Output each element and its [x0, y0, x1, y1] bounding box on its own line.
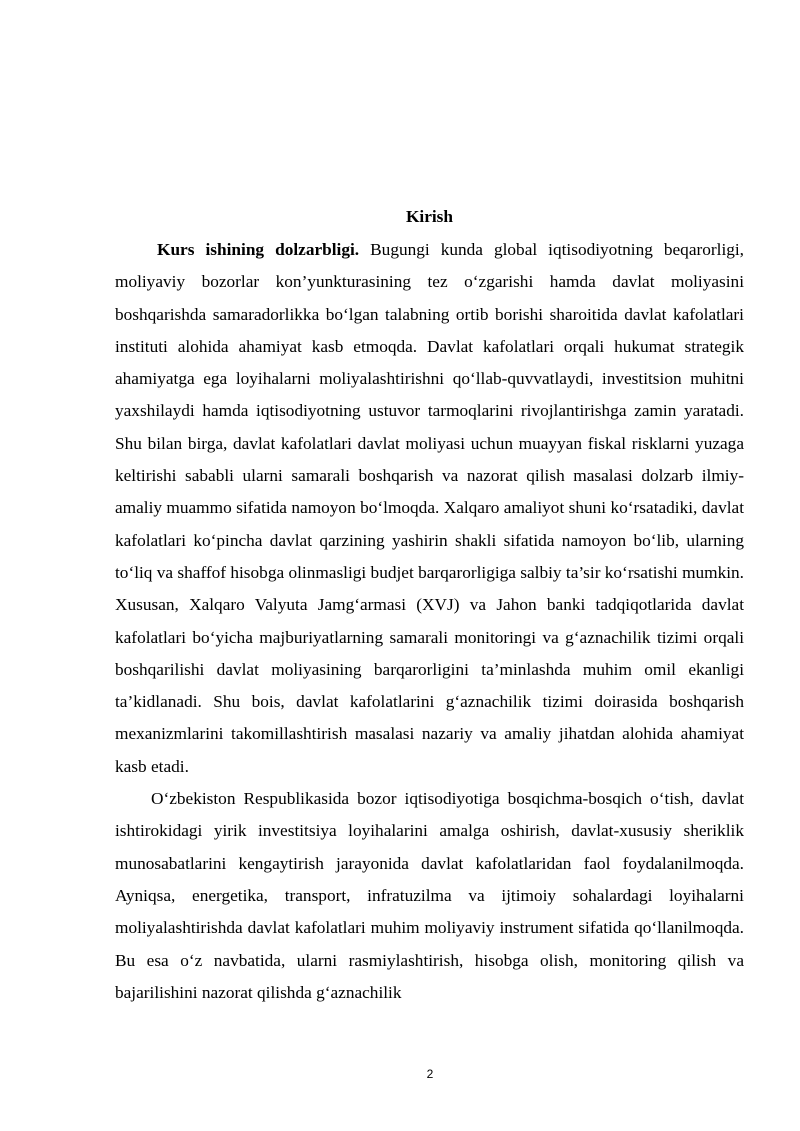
section-heading: Kirish — [405, 207, 454, 226]
paragraph-lead: Kurs ishining dolzarbligi. — [157, 240, 360, 259]
body-text — [115, 234, 744, 1009]
paragraph-uzbekistan — [115, 783, 744, 1009]
paragraph-text: Bugungi kunda global iqtisodiyotning beqarorligi, moliyaviy bozorlar kon’yunkturasining tez o‘zgarishi hamda davlat moliyasini boshqarishda samaradorlikka bo‘lgan talabning ortib borishi sharoitida davlat kafolatlari instituti alohida ahamiyat kasb etmoqda. Davlat kafolatlari orqali hukumat strategik ahamiyatga ega loyihalarni moliyalashtirishni qo‘llab-quvvatlaydi, investitsion muhitni yaxshilaydi hamda iqtisodiyotning ustuvor tarmoqlarini rivojlantirishga zamin yaratadi. Shu bilan birga, davlat kafolatlari davlat moliyasi uchun muayyan fiskal risklarni yuzaga keltirishi sababli ularni samarali boshqarish va nazorat qilish masalasi dolzarb ilmiy-amaliy muammo sifatida namoyon bo‘lmoqda. Xalqaro amaliyot shuni ko‘rsatadiki, davlat kafolatlari ko‘pincha davlat qarzining yashirin shakli sifatida namoyon bo‘lib, ularning to‘liq va shaffof hisobga olinmasligi budjet barqarorligiga salbiy ta’sir ko‘rsatishi mumkin. Xususan, Xalqaro Valyuta Jamg‘armasi (XVJ) va Jahon banki tadqiqotlarida davlat kafolatlari bo‘yicha majburiyatlarning samarali monitoringi va g‘aznachilik tizimi orqali boshqarilishi davlat moliyasining barqarorligini ta’minlashda muhim omil ekanligi ta’kidlanadi. Shu bois, davlat kafolatlarini g‘aznachilik tizimi doirasida boshqarish mexanizmlarini takomillashtirish masalasi nazariy va amaliy jihatdan alohida ahamiyat kasb etadi. — [115, 240, 745, 776]
page-number: 2 — [426, 1067, 434, 1081]
paragraph-text: O‘zbekiston Respublikasida bozor iqtisodiyotiga bosqichma-bosqich o‘tish, davlat ishtirokidagi yirik investitsiya loyihalarini amalga oshirish, davlat-xususiy sheriklik munosabatlarini kengaytirish jarayonida davlat kafolatlaridan faol foydalanilmoqda. Ayniqsa, energetika, transport, infratuzilma va ijtimoiy sohalardagi loyihalarni moliyalashtirishda davlat kafolatlari muhim moliyaviy instrument sifatida qo‘llanilmoqda. Bu esa o‘z navbatida, ularni rasmiylashtirish, hisobga olish, monitoring qilish va bajarilishini nazorat qilishda g‘aznachilik — [115, 789, 744, 1002]
paragraph-relevance — [115, 234, 744, 783]
